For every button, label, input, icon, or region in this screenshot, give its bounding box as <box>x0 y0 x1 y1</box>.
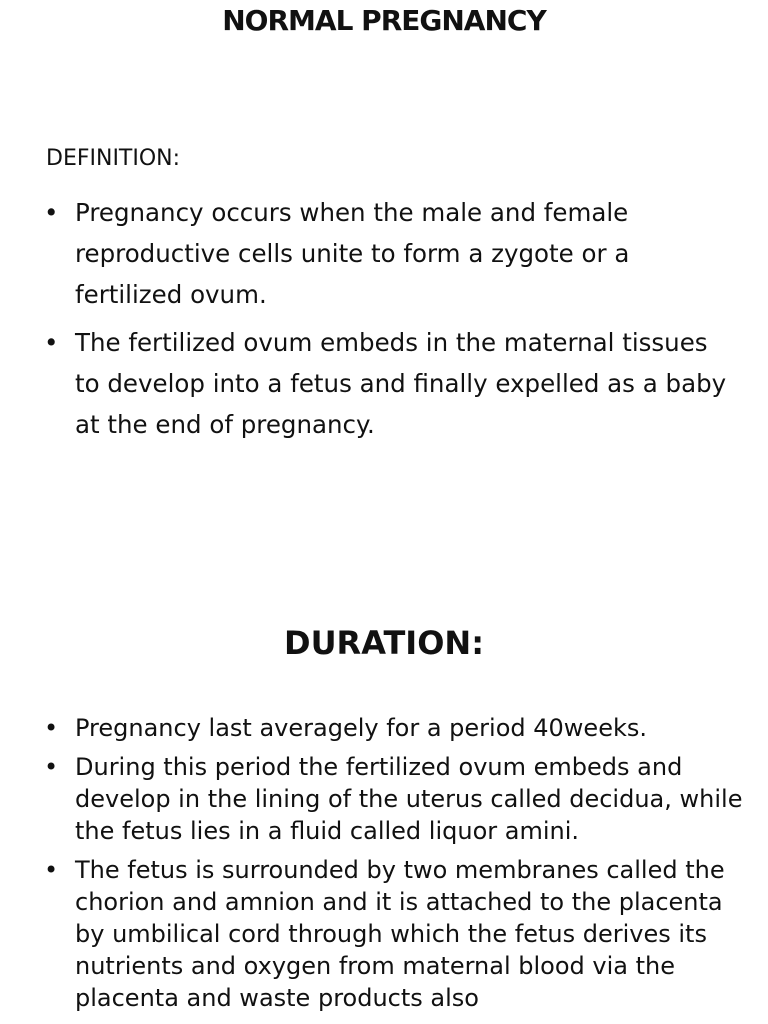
page-title: NORMAL PREGNANCY <box>222 4 546 37</box>
bullet-icon: • <box>44 714 59 742</box>
list-item <box>44 751 744 847</box>
bullet-icon: • <box>44 753 59 781</box>
definition-label: DEFINITION: <box>46 146 181 171</box>
list-item-text: Pregnancy last averagely for a period 40weeks. <box>75 714 647 742</box>
bullet-icon: • <box>44 856 59 884</box>
list-item-text: The fetus is surrounded by two membranes called the chorion and amnion and it is attached to the placenta by umbilical cord through which the fetus derives its nutrients and oxygen from maternal blood via the placenta and waste products also <box>75 856 725 1012</box>
duration-list <box>44 712 744 1021</box>
bullet-icon: • <box>44 198 59 227</box>
list-item-text: The fertilized ovum embeds in the maternal tissues to develop into a fetus and finally expelled as a baby at the end of pregnancy. <box>75 328 727 439</box>
list-item-text: Pregnancy occurs when the male and female reproductive cells unite to form a zygote or a fertilized ovum. <box>75 198 630 309</box>
definition-list <box>44 192 734 452</box>
list-item <box>44 322 734 445</box>
duration-heading: DURATION: <box>284 624 484 662</box>
bullet-icon: • <box>44 328 59 357</box>
list-item <box>44 712 744 744</box>
list-item <box>44 854 744 1014</box>
list-item-text: During this period the fertilized ovum embeds and develop in the lining of the uterus called decidua, while the fetus lies in a fluid called liquor amini. <box>75 753 743 845</box>
list-item <box>44 192 734 315</box>
